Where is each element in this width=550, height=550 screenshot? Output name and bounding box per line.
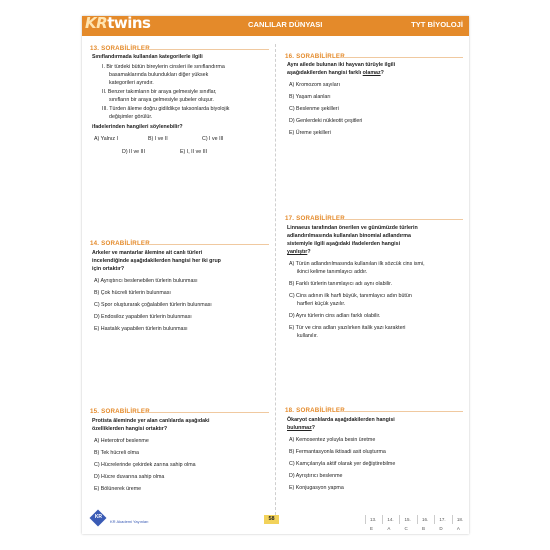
q13-statement: değişimler görülür. — [109, 114, 153, 120]
label-rule — [144, 244, 269, 245]
q13-statement: II. Benzer takımların bir araya gelmesiyle sınıflar, — [102, 89, 217, 95]
question-17-stem: yanlıştır? — [287, 249, 311, 255]
question-18-stem: Ökaryot canlılarda aşağıdakilerden hangisi — [287, 417, 395, 423]
q13-statement: basamaklarında bulundukları diğer yüksek — [109, 72, 209, 78]
choice-d[interactable]: D) Endosiloz yapabilen türlerin bulunması — [94, 314, 192, 320]
question-14-stem: için ortaktır? — [92, 266, 125, 272]
question-13-question: ifadelerinden hangileri söylenebilir? — [92, 124, 183, 130]
q13-statement: sınıfların bir araya gelmesiyle şubeler oluşur. — [109, 97, 214, 103]
question-13-stem: Sınıflandırmada kullanılan kategorilerle ilgili — [92, 54, 203, 60]
choice-a[interactable]: A) Ayrıştırıcı beslenebilen türlerin bulunması — [94, 278, 198, 284]
choice-d[interactable]: D) Ayrıştırıcı beslenme — [289, 473, 343, 479]
question-15-stem: Protista âleminde yer alan canlılarda aşağıdaki — [92, 418, 210, 424]
choice-c[interactable]: C) Spor oluşturarak çoğalabilen türlerin bulunması — [94, 302, 212, 308]
label-rule — [144, 49, 269, 50]
answer-key-item: 13. E — [365, 515, 382, 524]
choice-c[interactable]: C) Cins adının ilk harfi büyük, tanımlayıcı adın bütün — [289, 293, 412, 299]
answer-key-item: 18. A — [452, 515, 469, 524]
choice-c[interactable]: C) I ve III — [202, 136, 224, 142]
answer-key-item: 17. D — [434, 515, 452, 524]
choice-b[interactable]: B) I ve II — [148, 136, 168, 142]
choice-a[interactable]: A) Yalnız I — [94, 136, 118, 142]
question-17-stem: adlandırılmasında kullanılan binomial adlandırma — [287, 233, 411, 239]
choice-c-cont: harfleri küçük yazılır. — [297, 301, 346, 307]
q13-statement: kategorileri aynıdır. — [109, 80, 154, 86]
choice-c[interactable]: C) Beslenme şekilleri — [289, 106, 339, 112]
question-14-stem: Arkeler ve mantarlar âlemine ait canlı türleri — [92, 250, 203, 256]
choice-c[interactable]: C) Hücrelerinde çekirdek zarına sahip olma — [94, 462, 196, 468]
choice-e[interactable]: E) Hastalık yapabilen türlerin bulunması — [94, 326, 188, 332]
label-rule — [339, 57, 463, 58]
question-16-stem: aşağıdakilerden hangisi farklı olamaz? — [287, 70, 384, 76]
label-rule — [339, 411, 463, 412]
choice-b[interactable]: B) Yaşam alanları — [289, 94, 331, 100]
question-15-stem: özelliklerden hangisi ortaktır? — [92, 426, 168, 432]
answer-key-item: 15. C — [399, 515, 417, 524]
choice-b[interactable]: B) Fermantasyonla iktisadi asit oluşturma — [289, 449, 386, 455]
choice-c[interactable]: C) Kamçılarıyla aktif olarak yer değiştirebilme — [289, 461, 396, 467]
choice-a[interactable]: A) Kemosentez yoluyla besin üretme — [289, 437, 376, 443]
label-rule — [144, 412, 269, 413]
answer-key — [365, 515, 469, 531]
choice-e[interactable]: E) Bölünerek üreme — [94, 486, 142, 492]
worksheet-page — [82, 16, 469, 534]
choice-b[interactable]: B) Farklı türlerin tanımlayıcı adı aynı olabilir. — [289, 281, 393, 287]
page-header — [82, 16, 469, 36]
question-16-label: 16. SORABİLİRLER — [285, 53, 345, 60]
label-rule — [339, 219, 463, 220]
question-14-label: 14. SORABİLİRLER — [90, 240, 150, 247]
choice-a[interactable]: A) Türün adlandırılmasında kullanılan ilk sözcük cins ismi, — [289, 261, 425, 267]
column-divider — [275, 44, 276, 520]
question-18-label: 18. SORABİLİRLER — [285, 407, 345, 414]
question-18-stem: bulunmaz? — [287, 425, 315, 431]
question-15-label: 15. SORABİLİRLER — [90, 408, 150, 415]
answer-key-item: 16. B — [417, 515, 434, 524]
choice-e-cont: kullanılır. — [297, 333, 318, 339]
choice-d[interactable]: D) Aynı türlerin cins adları farklı olabilir. — [289, 313, 381, 319]
choice-a[interactable]: A) Heterotrof beslenme — [94, 438, 149, 444]
choice-e[interactable]: E) I, II ve III — [180, 149, 208, 155]
question-16-stem: Aynı ailede bulunan iki hayvan türüyle ilgili — [287, 62, 396, 68]
answer-key-item: 14. A — [382, 515, 399, 524]
choice-b[interactable]: B) Tek hücreli olma — [94, 450, 139, 456]
choice-d[interactable]: D) Hücre duvarına sahip olma — [94, 474, 165, 480]
subject-title: TYT BİYOLOJİ — [411, 20, 463, 29]
q13-statement: I. Bir türdeki bütün bireylerin cinsleri ile sınıflandırma — [102, 64, 225, 70]
question-14-stem: incelendiğinde aşağıdakilerden hangisi her iki grup — [92, 258, 221, 264]
brand-logo: KRtwins — [85, 14, 151, 32]
choice-e[interactable]: E) Konjugasyon yapma — [289, 485, 344, 491]
choice-e[interactable]: E) Üreme şekilleri — [289, 130, 331, 136]
choice-b[interactable]: B) Çok hücreli türlerin bulunması — [94, 290, 171, 296]
choice-a-cont: ikinci kelime tanımlayıcı addır. — [297, 269, 368, 275]
question-13-label: 13. SORABİLİRLER — [90, 45, 150, 52]
publisher-name: KR Akademi Yayınları — [110, 519, 149, 524]
choice-e[interactable]: E) Tür ve cins adları yazılırken italik yazı karakteri — [289, 325, 406, 331]
choice-d[interactable]: D) II ve III — [122, 149, 145, 155]
question-17-label: 17. SORABİLİRLER — [285, 215, 345, 222]
choice-a[interactable]: A) Kromozom sayıları — [289, 82, 340, 88]
chapter-title: CANLILAR DÜNYASI — [248, 20, 323, 29]
question-17-stem: sistemiyle ilgili aşağıdaki ifadelerden hangisi — [287, 241, 401, 247]
question-17-stem: Linnaeus tarafından önerilen ve günümüzde türlerin — [287, 225, 418, 231]
choice-d[interactable]: D) Genlerdeki nükleotit çeşitleri — [289, 118, 363, 124]
q13-statement: III. Türden âleme doğru gidildikçe taksonlarda biyolojik — [102, 106, 230, 112]
publisher-logo-icon: KR — [90, 510, 107, 527]
page-number: 58 — [264, 515, 279, 524]
